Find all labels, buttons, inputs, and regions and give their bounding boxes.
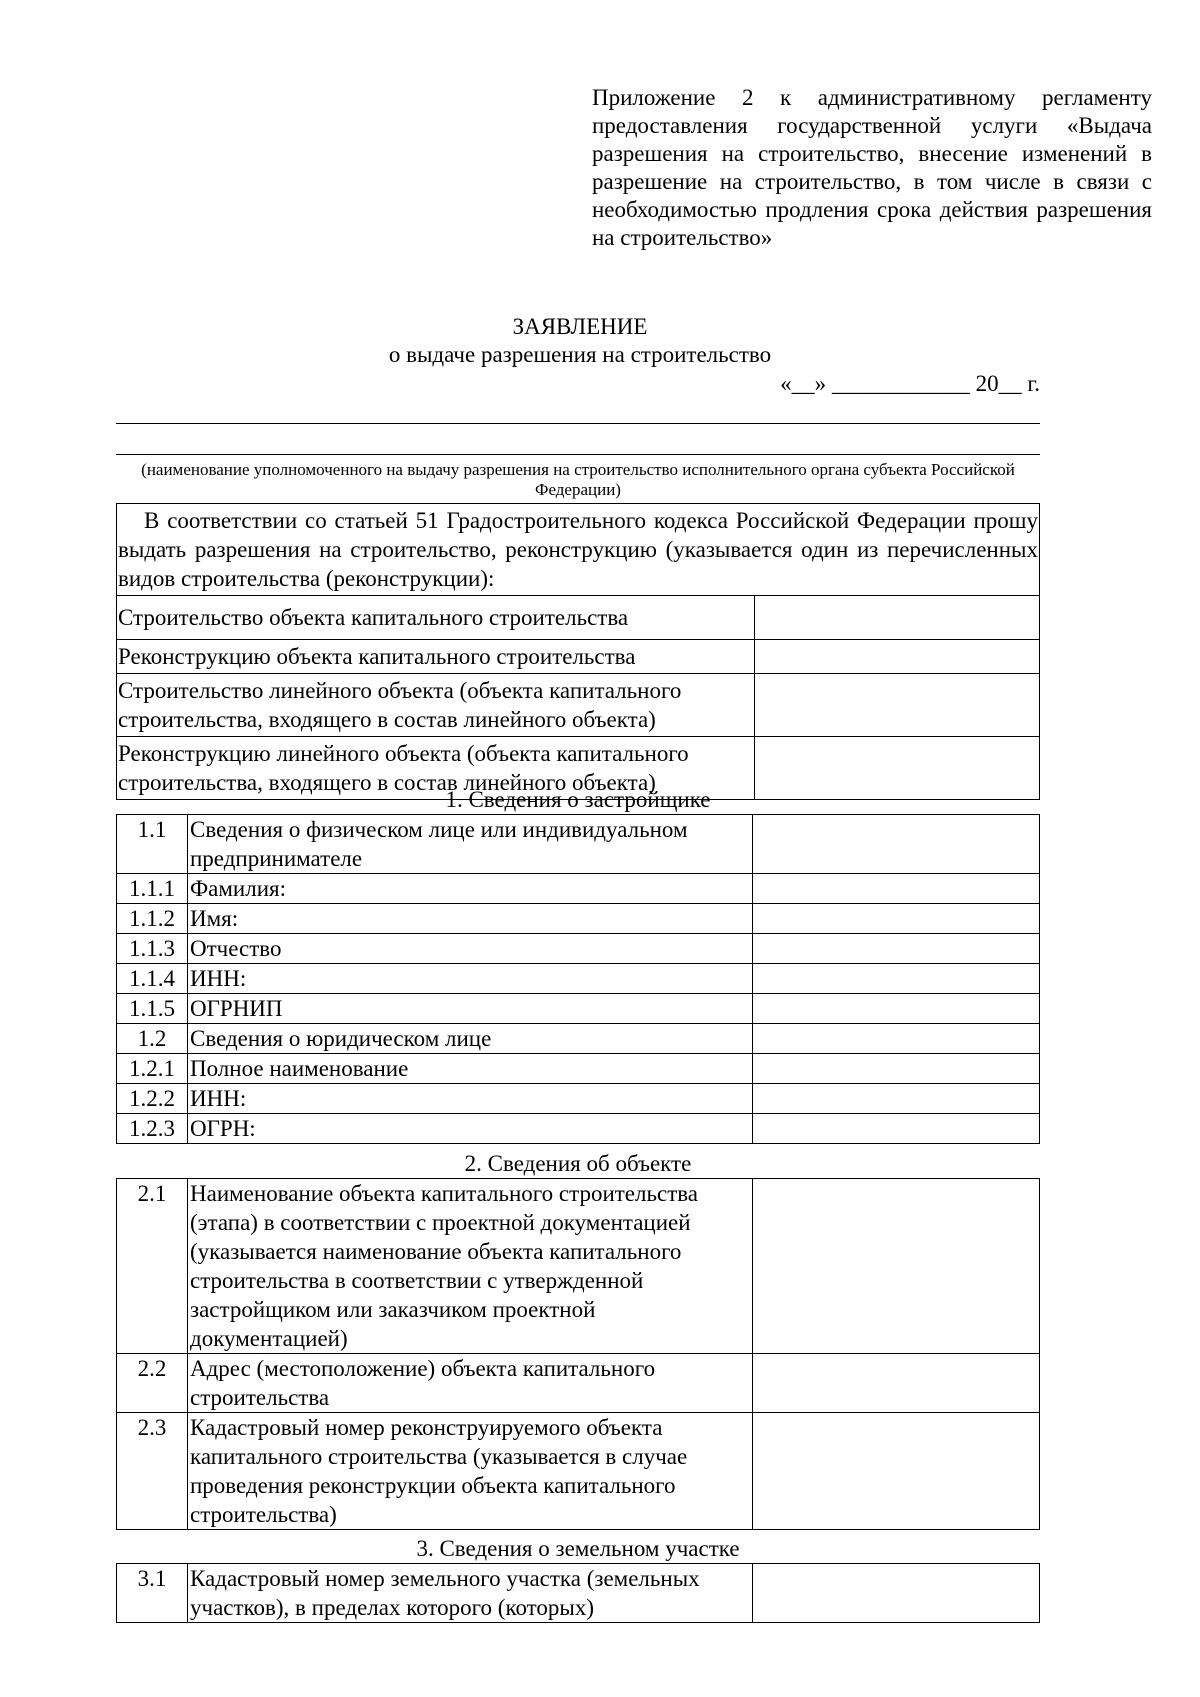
document-subtitle: о выдаче разрешения на строительство (388, 342, 772, 367)
row-number: 2.1 (117, 1179, 188, 1354)
authority-name-line-2[interactable] (116, 454, 1040, 455)
row-number: 1.2.2 (117, 1084, 188, 1114)
row-label: ОГРНИП (188, 994, 753, 1024)
table-row (117, 1413, 1040, 1530)
table-row (117, 1179, 1040, 1354)
row-number: 1.1 (117, 815, 188, 874)
row-label: Имя: (188, 904, 753, 934)
construction-type-label: Строительство объекта капитального строительства (117, 596, 755, 640)
row-number: 1.2.1 (117, 1054, 188, 1084)
row-value[interactable] (753, 1564, 1040, 1623)
row-label: Сведения о юридическом лице (188, 1024, 753, 1054)
construction-type-choice[interactable] (755, 596, 1040, 640)
appendix-note: Приложение 2 к административному регламенту предоставления государственной услуги «Выдача разрешения на строительство, внесение изменений в разрешение на строительство, в том числе в связи с необходимостью продления срока действия разрешения на строительство» (592, 85, 1152, 250)
row-label: ИНН: (188, 1084, 753, 1114)
construction-type-row (117, 674, 1040, 737)
row-value[interactable] (753, 815, 1040, 874)
row-value[interactable] (753, 934, 1040, 964)
table-row (117, 934, 1040, 964)
row-label: Отчество (188, 934, 753, 964)
construction-type-label: Реконструкцию линейного объекта (объекта капитального строительства, входящего в состав линейного объекта) (117, 737, 755, 800)
row-label: Полное наименование (188, 1054, 753, 1084)
row-number: 1.1.1 (117, 874, 188, 904)
row-label: Адрес (местоположение) объекта капитального строительства (188, 1354, 753, 1413)
object-info-table (116, 1178, 1040, 1530)
row-label: Наименование объекта капитального строительства (этапа) в соответствии с проектной документацией (указывается наименование объекта капитального строительства в соответствии с утвержденной застройщиком или заказчиком проектной документацией) (188, 1179, 753, 1354)
row-label: Сведения о физическом лице или индивидуальном предпринимателе (188, 815, 753, 874)
table-row (117, 994, 1040, 1024)
construction-type-label: Реконструкцию объекта капитального строительства (117, 640, 755, 674)
intro-paragraph: В соответствии со статьей 51 Градостроительного кодекса Российской Федерации прошу выдать разрешения на строительство, реконструкцию (указывается один из перечисленных видов строительства (реконструкции): (117, 504, 1040, 596)
row-value[interactable] (753, 1354, 1040, 1413)
row-number: 3.1 (117, 1564, 188, 1623)
row-value[interactable] (753, 994, 1040, 1024)
row-label: Фамилия: (188, 874, 753, 904)
authority-caption: (наименование уполномоченного на выдачу разрешения на строительство исполнительного органа субъекта Российской Федерации) (141, 460, 1015, 499)
date-line[interactable]: «__» ____________ 20__ г. (780, 371, 1040, 396)
construction-type-table (116, 503, 1040, 800)
row-number: 2.3 (117, 1413, 188, 1530)
table-row (117, 815, 1040, 874)
land-plot-table (116, 1563, 1040, 1623)
construction-type-choice[interactable] (755, 640, 1040, 674)
row-value[interactable] (753, 1054, 1040, 1084)
row-number: 1.2 (117, 1024, 188, 1054)
row-number: 1.1.3 (117, 934, 188, 964)
construction-type-row (117, 596, 1040, 640)
row-number: 1.1.5 (117, 994, 188, 1024)
row-label: Кадастровый номер реконструируемого объекта капитального строительства (указывается в случае проведения реконструкции объекта капитального строительства) (188, 1413, 753, 1530)
table-row (117, 904, 1040, 934)
row-number: 1.2.3 (117, 1114, 188, 1144)
construction-type-choice[interactable] (755, 674, 1040, 737)
row-label: ОГРН: (188, 1114, 753, 1144)
table-row (117, 1054, 1040, 1084)
document-title: ЗАЯВЛЕНИЕ (512, 314, 648, 339)
table-row (117, 1564, 1040, 1623)
table-row (117, 1354, 1040, 1413)
row-value[interactable] (753, 1084, 1040, 1114)
developer-info-table (116, 814, 1040, 1144)
section1-heading: 1. Сведения о застройщике (445, 787, 711, 812)
row-value[interactable] (753, 1024, 1040, 1054)
row-number: 2.2 (117, 1354, 188, 1413)
construction-type-label: Строительство линейного объекта (объекта капитального строительства, входящего в состав линейного объекта) (117, 674, 755, 737)
section2-heading: 2. Сведения об объекте (464, 1151, 692, 1176)
authority-name-line-1[interactable] (116, 423, 1040, 424)
row-value[interactable] (753, 1413, 1040, 1530)
row-value[interactable] (753, 904, 1040, 934)
row-label: Кадастровый номер земельного участка (земельных участков), в пределах которого (которых) (188, 1564, 753, 1623)
construction-type-row (117, 640, 1040, 674)
row-number: 1.1.2 (117, 904, 188, 934)
row-value[interactable] (753, 1114, 1040, 1144)
row-label: ИНН: (188, 964, 753, 994)
table-row (117, 1084, 1040, 1114)
row-value[interactable] (753, 964, 1040, 994)
table-row (117, 1114, 1040, 1144)
table-row (117, 1024, 1040, 1054)
row-value[interactable] (753, 1179, 1040, 1354)
table-row (117, 964, 1040, 994)
row-value[interactable] (753, 874, 1040, 904)
table-row (117, 874, 1040, 904)
row-number: 1.1.4 (117, 964, 188, 994)
section3-heading: 3. Сведения о земельном участке (416, 1536, 740, 1561)
